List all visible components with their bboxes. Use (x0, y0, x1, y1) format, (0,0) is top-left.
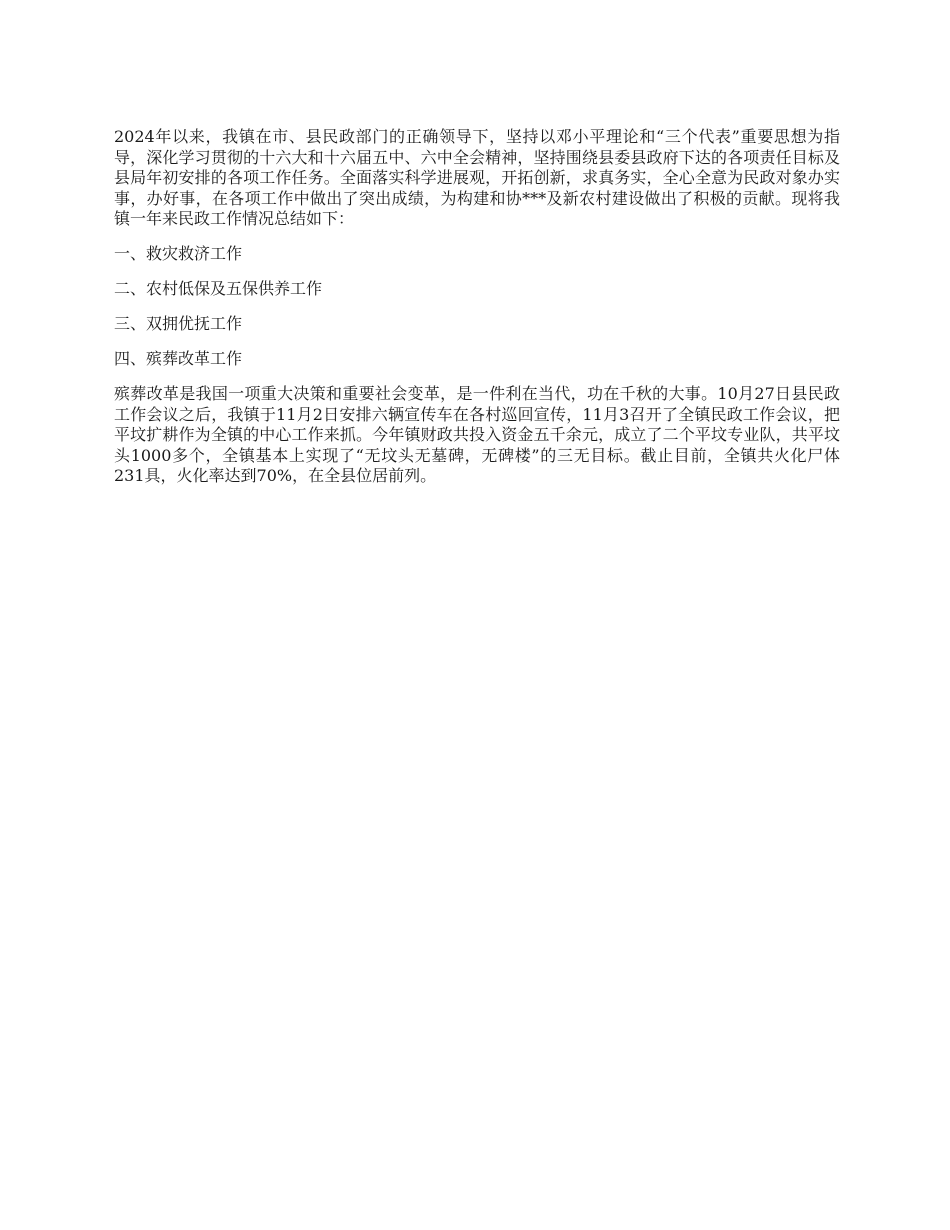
section-heading-funeral-reform: 四、殡葬改革工作 (114, 349, 243, 368)
section-heading-rural-subsistence: 二、农村低保及五保供养工作 (114, 279, 323, 298)
funeral-reform-paragraph: 殡葬改革是我国一项重大决策和重要社会变革，是一件利在当代，功在千秋的大事。10月27日县民政工作会议之后，我镇于11月2日安排六辆宣传车在各村巡回宣传，11月3召开了全镇民政工作会议，把平坟扩耕作为全镇的中心工作来抓。今年镇财政共投入资金五千余元，成立了二个平坟专业队，共平坟头1000多个，全镇基本上实现了“无坟头无墓碑，无碑楼”的三无目标。截止目前，全镇共火化尸体231具，火化率达到70%，在全县位居前列。 (114, 384, 840, 485)
section-heading-disaster-relief: 一、救灾救济工作 (114, 244, 243, 263)
document-page (114, 127, 840, 501)
section-heading-military-support: 三、双拥优抚工作 (114, 314, 243, 333)
intro-paragraph: 2024年以来，我镇在市、县民政部门的正确领导下，坚持以邓小平理论和“三个代表”重要思想为指导，深化学习贯彻的十六大和十六届五中、六中全会精神，坚持围绕县委县政府下达的各项责任目标及县局年初安排的各项工作任务。全面落实科学进展观，开拓创新，求真务实，全心全意为民政对象办实事，办好事，在各项工作中做出了突出成绩，为构建和协***及新农村建设做出了积极的贡献。现将我镇一年来民政工作情况总结如下： (114, 127, 840, 228)
